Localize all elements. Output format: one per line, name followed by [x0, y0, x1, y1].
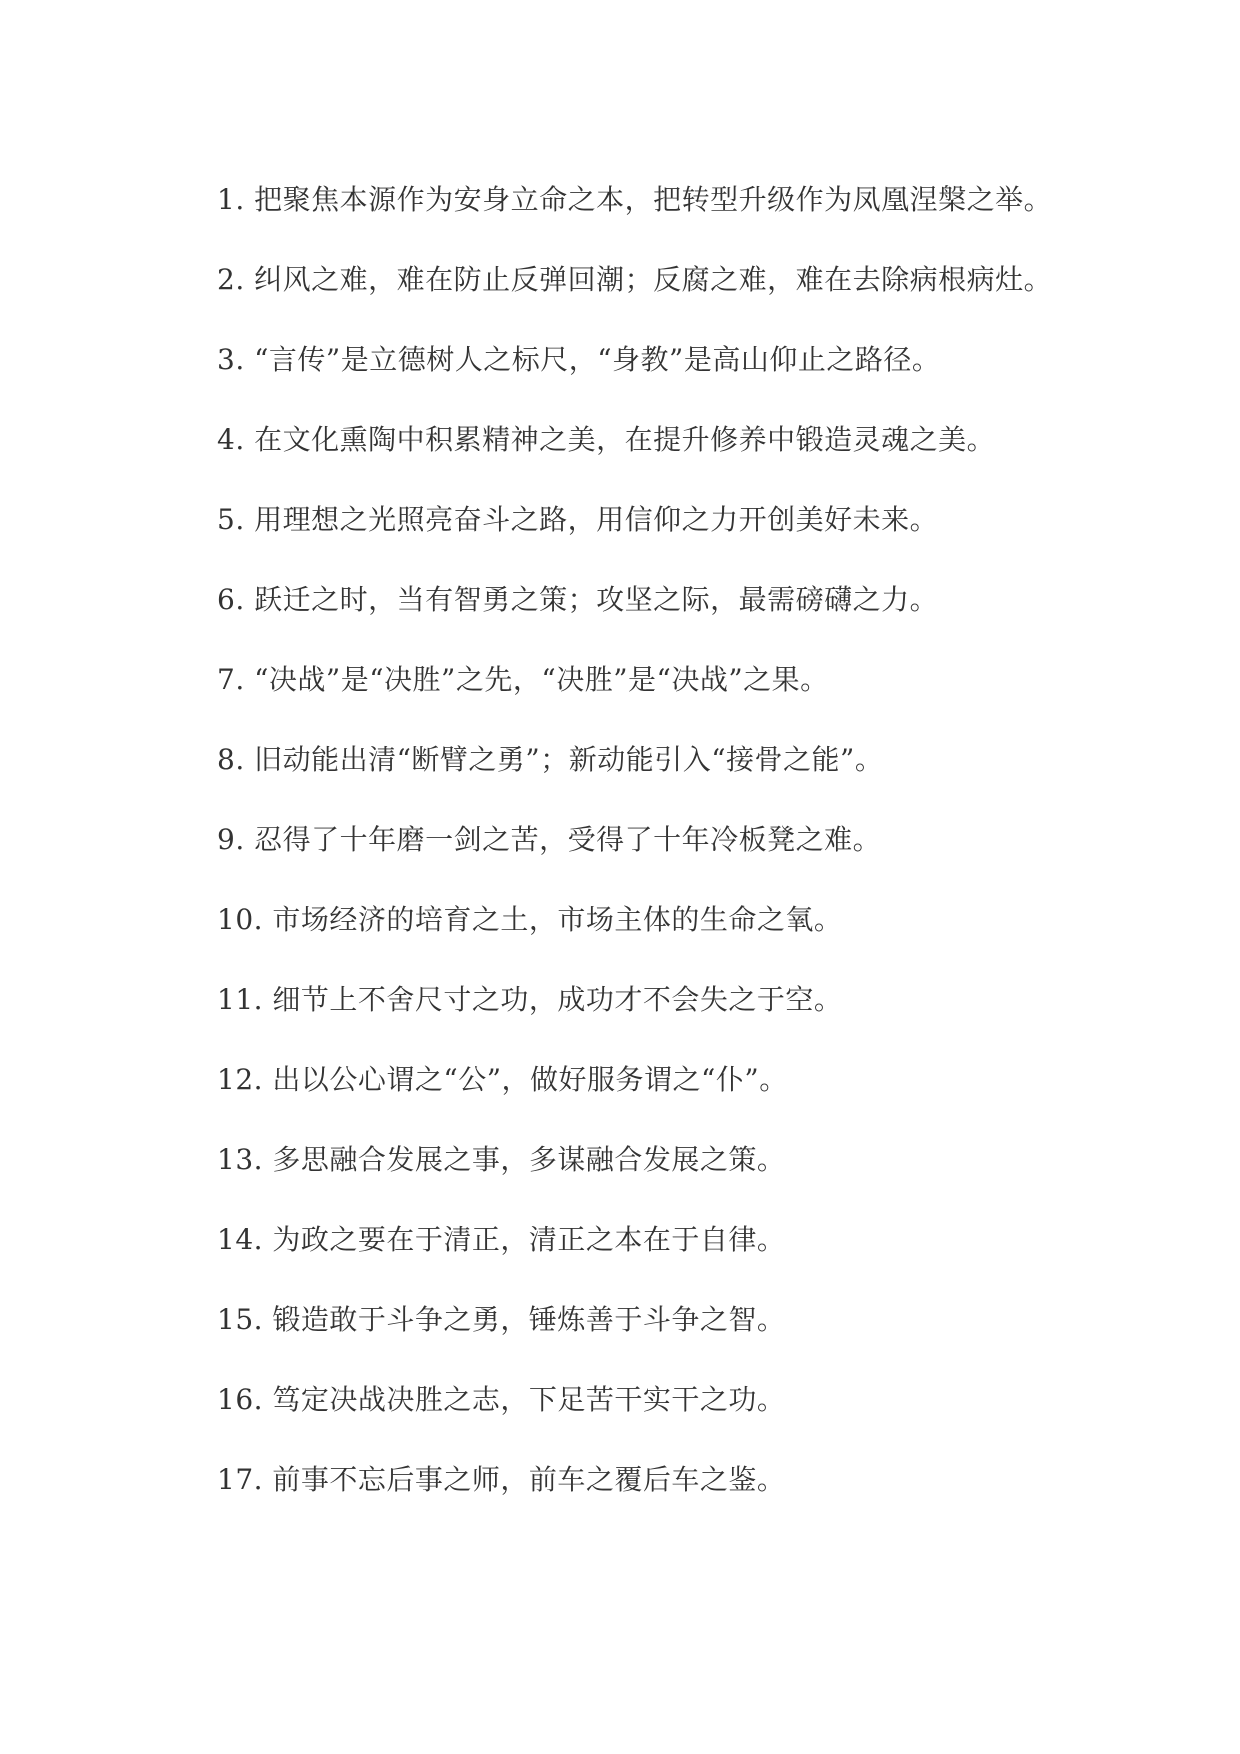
sentence-line: 2. 纠风之难，难在防止反弹回潮；反腐之难，难在去除病根病灶。 — [217, 263, 1053, 296]
sentence-line: 9. 忍得了十年磨一剑之苦，受得了十年冷板凳之难。 — [217, 823, 882, 856]
sentence-line: 17. 前事不忘后事之师，前车之覆后车之鉴。 — [217, 1463, 786, 1496]
sentence-line: 5. 用理想之光照亮奋斗之路，用信仰之力开创美好未来。 — [217, 503, 939, 536]
sentence-line: 12. 出以公心谓之“公”，做好服务谓之“仆”。 — [217, 1063, 788, 1096]
sentence-line: 13. 多思融合发展之事，多谋融合发展之策。 — [217, 1143, 786, 1176]
sentence-line: 1. 把聚焦本源作为安身立命之本，把转型升级作为凤凰涅槃之举。 — [217, 183, 1053, 216]
sentence-line: 4. 在文化熏陶中积累精神之美，在提升修养中锻造灵魂之美。 — [217, 423, 996, 456]
sentence-line: 6. 跃迁之时，当有智勇之策；攻坚之际，最需磅礴之力。 — [217, 583, 939, 616]
sentence-line: 3. “言传”是立德树人之标尺，“身教”是高山仰止之路径。 — [217, 343, 941, 376]
sentence-line: 10. 市场经济的培育之土，市场主体的生命之氧。 — [217, 903, 843, 936]
sentence-line: 11. 细节上不舍尺寸之功，成功才不会失之于空。 — [217, 983, 843, 1016]
sentence-list — [217, 178, 1217, 1538]
sentence-line: 8. 旧动能出清“断臂之勇”；新动能引入“接骨之能”。 — [217, 743, 884, 776]
sentence-line: 15. 锻造敢于斗争之勇，锤炼善于斗争之智。 — [217, 1303, 786, 1336]
sentence-line: 16. 笃定决战决胜之志，下足苦干实干之功。 — [217, 1383, 786, 1416]
sentence-line: 14. 为政之要在于清正，清正之本在于自律。 — [217, 1223, 786, 1256]
sentence-line: 7. “决战”是“决胜”之先，“决胜”是“决战”之果。 — [217, 663, 829, 696]
